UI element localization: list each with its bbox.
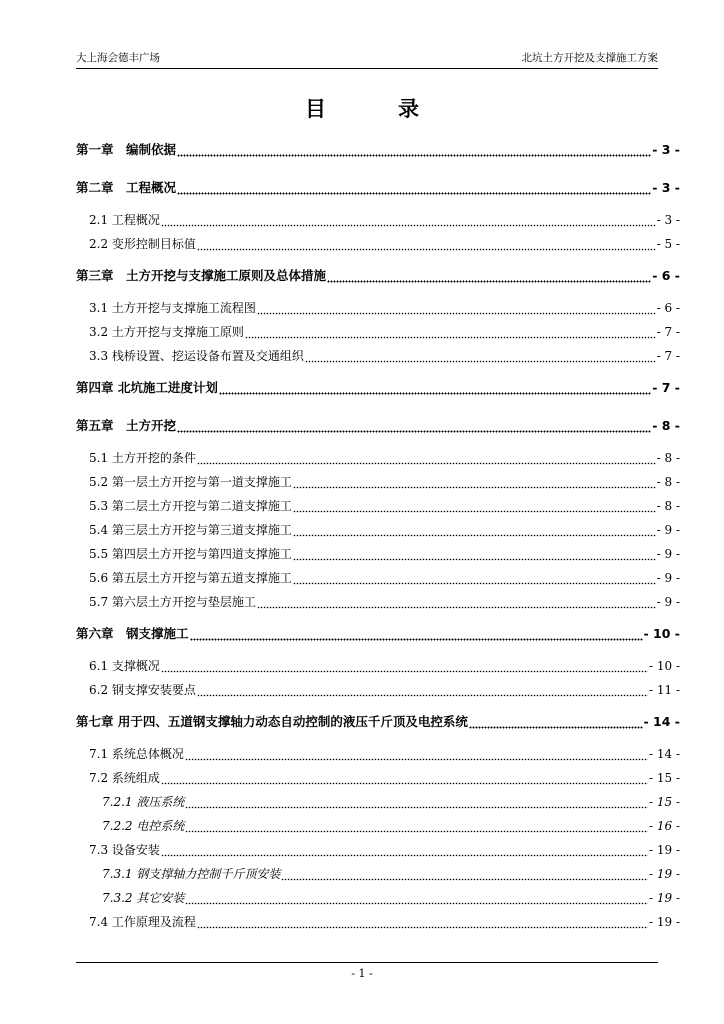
toc-entry-page: - 16 - bbox=[648, 819, 680, 833]
toc-leader-dots bbox=[197, 914, 648, 930]
toc-entry-label: 2.1 工程概况 bbox=[89, 213, 160, 227]
toc-entry-page: - 8 - bbox=[652, 418, 680, 433]
toc-leader-dots bbox=[293, 474, 656, 490]
toc-leader-dots bbox=[185, 890, 648, 906]
toc-entry[interactable] bbox=[76, 912, 680, 930]
toc-leader-dots bbox=[185, 746, 648, 762]
toc-leader-dots bbox=[293, 546, 656, 562]
toc-leader-dots bbox=[257, 594, 656, 610]
toc-entry-label: 5.7 第六层土方开挖与垫层施工 bbox=[89, 595, 256, 609]
toc-entry[interactable] bbox=[76, 346, 680, 364]
toc-entry[interactable] bbox=[76, 592, 680, 610]
toc-entry-page: - 5 - bbox=[656, 237, 680, 251]
toc-entry-label: 7.1 系统总体概况 bbox=[89, 747, 184, 761]
toc-entry-page: - 19 - bbox=[648, 867, 680, 881]
toc-entry-page: - 9 - bbox=[656, 595, 680, 609]
toc-title bbox=[0, 93, 724, 123]
toc-entry-page: - 8 - bbox=[656, 475, 680, 489]
toc-leader-dots bbox=[197, 682, 648, 698]
toc-entry-label: 第六章 钢支撑施工 bbox=[76, 626, 189, 641]
toc-entry[interactable] bbox=[76, 178, 680, 196]
toc-entry-label: 3.3 栈桥设置、挖运设备布置及交通组织 bbox=[89, 349, 304, 363]
toc-entry-page: - 19 - bbox=[648, 915, 680, 929]
toc-entry-page: - 15 - bbox=[648, 795, 680, 809]
toc-entry[interactable] bbox=[76, 816, 680, 834]
toc-entry[interactable] bbox=[76, 768, 680, 786]
toc-entry-label: 第五章 土方开挖 bbox=[76, 418, 177, 433]
toc-leader-dots bbox=[305, 348, 656, 364]
header-divider bbox=[76, 68, 658, 69]
toc-title-char-1: 目 bbox=[305, 97, 326, 121]
page-header bbox=[76, 50, 658, 66]
toc-entry[interactable] bbox=[76, 140, 680, 158]
header-project-name: 大上海会德丰广场 bbox=[76, 52, 160, 64]
toc-leader-dots bbox=[161, 658, 648, 674]
toc-leader-dots bbox=[293, 522, 656, 538]
toc-leader-dots bbox=[327, 268, 651, 284]
toc-entry-label: 5.2 第一层土方开挖与第一道支撑施工 bbox=[89, 475, 292, 489]
toc-entry-page: - 3 - bbox=[652, 142, 680, 157]
page-number: - 1 - bbox=[351, 967, 373, 980]
toc-entry-label: 第二章 工程概况 bbox=[76, 180, 177, 195]
toc-title-char-2: 录 bbox=[398, 97, 419, 121]
toc-entry-label: 7.2 系统组成 bbox=[89, 771, 160, 785]
toc-entry[interactable] bbox=[76, 656, 680, 674]
toc-leader-dots bbox=[197, 236, 656, 252]
toc-entry[interactable] bbox=[76, 266, 680, 284]
toc-entry[interactable] bbox=[76, 496, 680, 514]
toc-leader-dots bbox=[257, 300, 656, 316]
toc-leader-dots bbox=[177, 418, 651, 434]
toc-entry-page: - 8 - bbox=[656, 451, 680, 465]
toc-entry-label: 5.3 第二层土方开挖与第二道支撑施工 bbox=[89, 499, 292, 513]
toc-entry[interactable] bbox=[76, 624, 680, 642]
toc-entry-label: 7.2.1 液压系统 bbox=[102, 795, 185, 809]
toc-entry-page: - 19 - bbox=[648, 891, 680, 905]
toc-entry[interactable] bbox=[76, 544, 680, 562]
toc-entry-page: - 14 - bbox=[648, 747, 680, 761]
toc-entry-page: - 9 - bbox=[656, 547, 680, 561]
toc-entry-label: 6.1 支撑概况 bbox=[89, 659, 160, 673]
toc-leader-dots bbox=[469, 714, 643, 730]
toc-entry-label: 7.4 工作原理及流程 bbox=[89, 915, 196, 929]
toc-entry-label: 第四章 北坑施工进度计划 bbox=[76, 380, 218, 395]
toc-entry-page: - 8 - bbox=[656, 499, 680, 513]
toc-entry[interactable] bbox=[76, 792, 680, 810]
toc-entry-label: 2.2 变形控制目标值 bbox=[89, 237, 196, 251]
toc-entry-label: 第一章 编制依据 bbox=[76, 142, 177, 157]
toc-entry-label: 3.1 土方开挖与支撑施工流程图 bbox=[89, 301, 256, 315]
toc-entry-page: - 7 - bbox=[652, 380, 680, 395]
toc-entry-page: - 14 - bbox=[643, 714, 680, 729]
toc-leader-dots bbox=[281, 866, 648, 882]
toc-leader-dots bbox=[161, 842, 648, 858]
toc-entry-label: 6.2 钢支撑安装要点 bbox=[89, 683, 196, 697]
toc-leader-dots bbox=[185, 818, 648, 834]
toc-leader-dots bbox=[161, 212, 656, 228]
toc-leader-dots bbox=[245, 324, 656, 340]
toc-entry[interactable] bbox=[76, 568, 680, 586]
toc-entry-page: - 10 - bbox=[648, 659, 680, 673]
toc-entry[interactable] bbox=[76, 520, 680, 538]
toc-leader-dots bbox=[161, 770, 648, 786]
toc-entry-page: - 19 - bbox=[648, 843, 680, 857]
toc-entry-page: - 9 - bbox=[656, 571, 680, 585]
toc-entry[interactable] bbox=[76, 378, 680, 396]
toc-leader-dots bbox=[219, 380, 651, 396]
toc-entry-page: - 9 - bbox=[656, 523, 680, 537]
toc-entry-label: 7.3.2 其它安装 bbox=[102, 891, 185, 905]
toc-entry[interactable] bbox=[76, 448, 680, 466]
toc-entry[interactable] bbox=[76, 322, 680, 340]
toc-entry-label: 5.1 土方开挖的条件 bbox=[89, 451, 196, 465]
toc-leader-dots bbox=[190, 626, 643, 642]
toc-entry[interactable] bbox=[76, 888, 680, 906]
toc-entry-page: - 7 - bbox=[656, 349, 680, 363]
toc-leader-dots bbox=[197, 450, 656, 466]
toc-leader-dots bbox=[293, 570, 656, 586]
toc-entry-page: - 6 - bbox=[652, 268, 680, 283]
toc-entry[interactable] bbox=[76, 680, 680, 698]
toc-entry-label: 5.4 第三层土方开挖与第三道支撑施工 bbox=[89, 523, 292, 537]
toc-entry-page: - 6 - bbox=[656, 301, 680, 315]
toc-entry-label: 7.3.1 钢支撑轴力控制千斤顶安装 bbox=[102, 867, 281, 881]
toc-entry[interactable] bbox=[76, 234, 680, 252]
toc-entry-label: 7.3 设备安装 bbox=[89, 843, 160, 857]
toc-entry-page: - 10 - bbox=[643, 626, 680, 641]
toc-leader-dots bbox=[177, 142, 651, 158]
toc-entry-label: 第三章 土方开挖与支撑施工原则及总体措施 bbox=[76, 268, 327, 283]
toc-leader-dots bbox=[293, 498, 656, 514]
toc-entry-page: - 3 - bbox=[656, 213, 680, 227]
toc-entry[interactable] bbox=[76, 840, 680, 858]
footer-divider bbox=[76, 962, 658, 963]
toc-entry-page: - 3 - bbox=[652, 180, 680, 195]
toc-entry-page: - 7 - bbox=[656, 325, 680, 339]
toc-entry[interactable] bbox=[76, 472, 680, 490]
toc-entry[interactable] bbox=[76, 210, 680, 228]
toc-entry-label: 3.2 土方开挖与支撑施工原则 bbox=[89, 325, 244, 339]
toc-entry-label: 第七章 用于四、五道钢支撑轴力动态自动控制的液压千斤顶及电控系统 bbox=[76, 714, 468, 729]
toc-entry-label: 7.2.2 电控系统 bbox=[102, 819, 185, 833]
toc-leader-dots bbox=[177, 180, 651, 196]
toc-entry[interactable] bbox=[76, 864, 680, 882]
toc-leader-dots bbox=[185, 794, 648, 810]
toc-entry[interactable] bbox=[76, 744, 680, 762]
toc-entry-label: 5.5 第四层土方开挖与第四道支撑施工 bbox=[89, 547, 292, 561]
toc-entry-label: 5.6 第五层土方开挖与第五道支撑施工 bbox=[89, 571, 292, 585]
toc-entry[interactable] bbox=[76, 712, 680, 730]
header-document-title: 北坑土方开挖及支撑施工方案 bbox=[521, 52, 658, 64]
toc-entry[interactable] bbox=[76, 298, 680, 316]
toc-entry-page: - 11 - bbox=[648, 683, 680, 697]
toc-entry-page: - 15 - bbox=[648, 771, 680, 785]
toc-entry[interactable] bbox=[76, 416, 680, 434]
